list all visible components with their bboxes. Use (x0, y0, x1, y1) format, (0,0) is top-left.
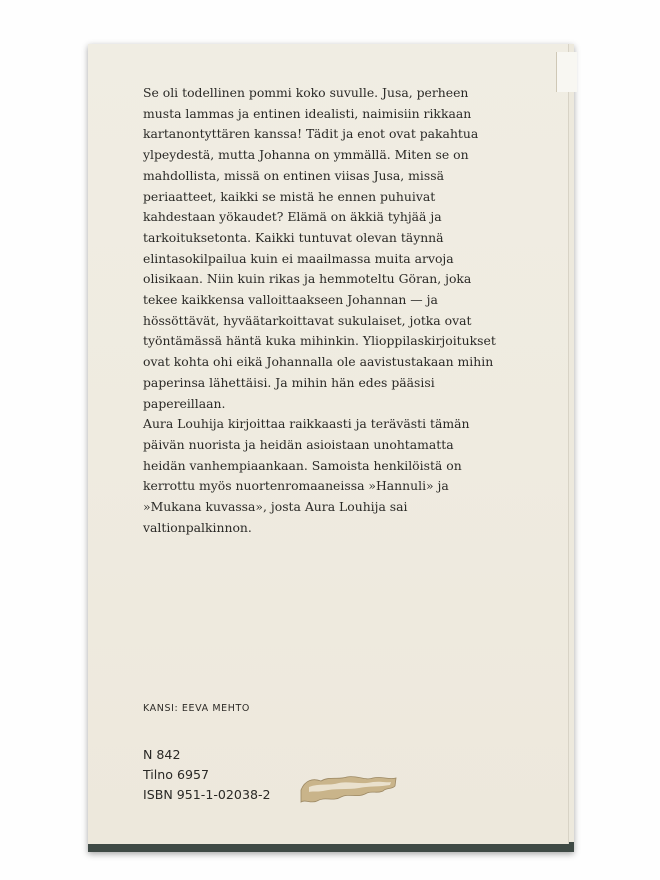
blurb-line: paperinsa lähettäisi. Ja mihin hän edes pääsisi (143, 374, 435, 390)
isbn: ISBN 951-1-02038-2 (143, 787, 271, 802)
blurb-line: päivän nuorista ja heidän asioistaan unohtamatta (143, 436, 454, 452)
blurb-line: elintasokilpailua kuin ei maailmassa muita arvoja (143, 250, 454, 266)
blurb-line: työntämässä häntä kuka mihinkin. Ylioppilaskirjoitukset (143, 333, 496, 349)
dust-jacket-tear (556, 52, 577, 92)
back-cover-blurb (143, 83, 553, 538)
blurb-line: kerrottu myös nuortenromaaneissa »Hannuli» ja (143, 478, 449, 494)
blurb-line: Aura Louhija kirjoittaa raikkaasti ja terävästi tämän (143, 416, 470, 432)
cover-designer-credit: KANSI: EEVA MEHTO (143, 703, 250, 714)
blurb-line: heidän vanhempiaankaan. Samoista henkilöistä on (143, 457, 462, 473)
blurb-line: tarkoituksetonta. Kaikki tuntuvat olevan täynnä (143, 229, 444, 245)
order-number: Tilno 6957 (143, 767, 210, 782)
blurb-line: ovat kohta ohi eikä Johannalla ole aavistustakaan mihin (143, 354, 494, 370)
blurb-line: periaatteet, kaikki se mistä he ennen puhuivat (143, 188, 436, 204)
blurb-line: olisikaan. Niin kuin rikas ja hemmoteltu Göran, joka (143, 271, 472, 287)
blurb-line: Se oli todellinen pommi koko suvulle. Jusa, perheen (143, 85, 469, 100)
blurb-line: tekee kaikkensa valloittaakseen Johannan — ja (143, 292, 438, 308)
blurb-line: papereillaan. (143, 395, 226, 411)
publication-info (143, 745, 271, 805)
blurb-line: valtionpalkinnon. (143, 519, 252, 535)
blurb-line: mahdollista, missä on entinen viisas Jusa, missä (143, 167, 444, 183)
torn-label-residue-icon (299, 772, 399, 808)
blurb-line: kartanontyttären kanssa! Tädit ja enot ovat pakahtua (143, 126, 479, 142)
blurb-line: »Mukana kuvassa», josta Aura Louhija sai (143, 499, 408, 515)
blurb-line: musta lammas ja entinen idealisti, naimisiin rikkaan (143, 105, 472, 121)
blurb-line: hössöttävät, hyväätarkoittavat sukulaiset, jotka ovat (143, 312, 472, 328)
blurb-line: ylpeydestä, mutta Johanna on ymmällä. Miten se on (143, 147, 469, 163)
series-number: N 842 (143, 747, 181, 762)
blurb-line: kahdestaan yökaudet? Elämä on äkkiä tyhjää ja (143, 209, 442, 225)
